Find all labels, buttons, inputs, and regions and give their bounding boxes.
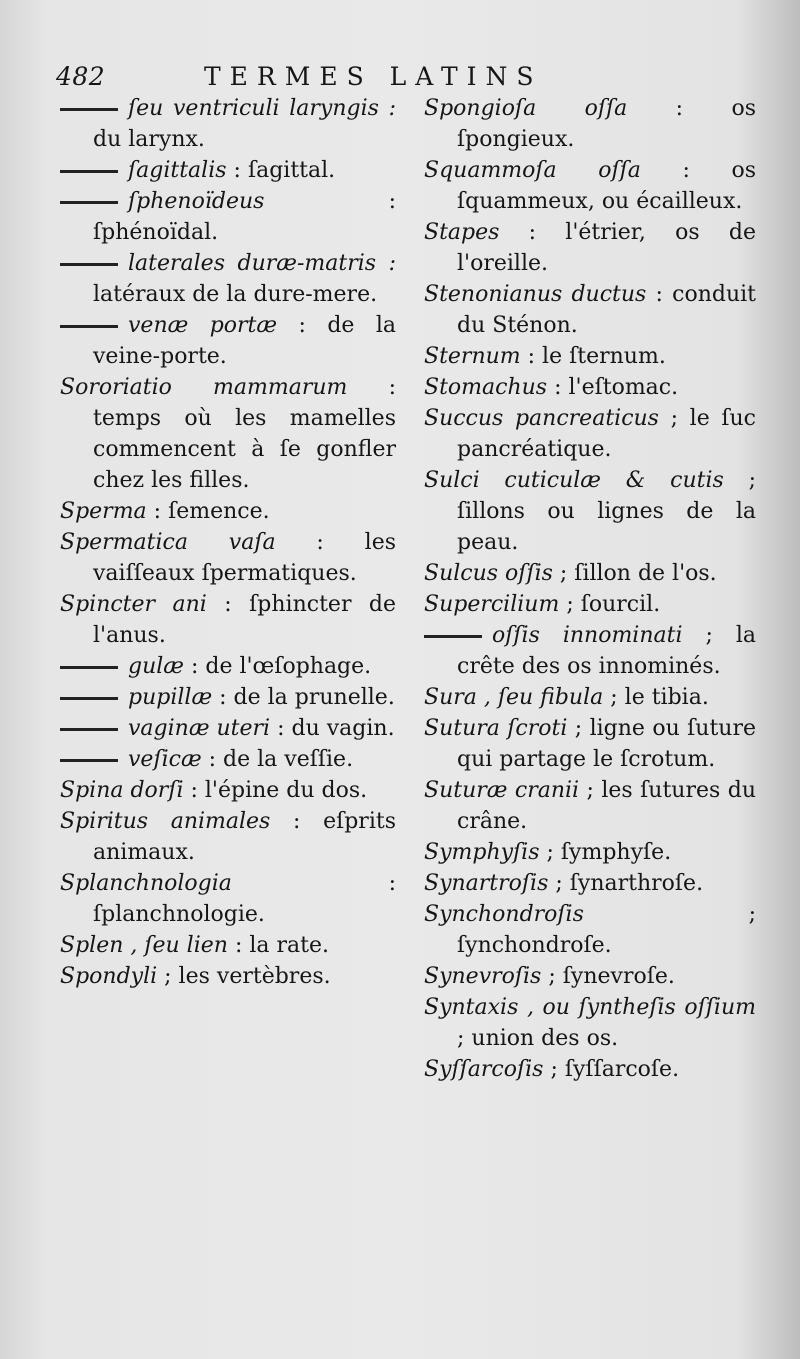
glossary-entry [60,248,396,310]
latin-term: Sutura ſcroti [424,716,568,741]
latin-term: vaginæ uteri [128,716,271,741]
french-definition: : de l'œſophage. [183,654,372,679]
french-definition: : de la veſſie. [201,747,354,772]
latin-term: Squammoſa oſſa [424,158,641,183]
latin-term: Spiritus animales [60,809,271,834]
french-definition: : ſagittal. [226,158,336,183]
glossary-entry [60,589,396,651]
latin-term: Spina dorſi [60,778,184,803]
latin-term: Spondyli [60,964,158,989]
latin-term: Symphyſis [424,840,540,865]
french-definition: ; les ſutures du crâne. [457,778,756,834]
glossary-entry [60,806,396,868]
latin-term: pupillæ [128,685,213,710]
glossary-entry [60,372,396,496]
french-definition: : du vagin. [270,716,395,741]
french-definition: : ſphénoïdal. [93,189,396,245]
latin-term: Splen , ſeu lien [60,933,228,958]
ditto-dash [60,263,118,266]
latin-term: Synartroſis [424,871,549,896]
glossary-entry [60,744,396,775]
glossary-entry [424,992,756,1054]
glossary-entry [424,775,756,837]
glossary-entry [424,868,756,899]
latin-term: Stenonianus ductus [424,282,647,307]
latin-term: Spermatica vaſa [60,530,276,555]
french-definition: : la rate. [227,933,329,958]
glossary-entry [60,775,396,806]
ditto-dash [60,666,118,669]
glossary-entry [60,155,396,186]
french-definition: : l'eſtomac. [547,375,679,400]
french-definition: : conduit du Sténon. [457,282,756,338]
ditto-dash [60,325,118,328]
latin-term: oſſis innominati [492,623,683,648]
glossary-entry [424,372,756,403]
glossary-entry [424,589,756,620]
ditto-dash [424,635,482,638]
french-definition: : les vaiſſeaux ſpermatiques. [93,530,396,586]
glossary-entry [60,713,396,744]
french-definition: ; ſourcil. [559,592,661,617]
latin-term: Synchondroſis [424,902,584,927]
page-number: 482 [56,62,106,91]
french-definition: : l'étrier, os de l'oreille. [457,220,756,276]
glossary-entry [60,868,396,930]
glossary-entry [424,558,756,589]
glossary-entry [424,961,756,992]
latin-term: laterales duræ-matris : [128,251,396,276]
french-definition: ; ſynarthroſe. [548,871,704,896]
french-definition: ; le tibia. [603,685,709,710]
glossary-entry [60,186,396,248]
ditto-dash [60,697,118,700]
ditto-dash [60,170,118,173]
french-definition: latéraux de la dure-mere. [93,282,378,307]
french-definition: du larynx. [93,127,205,152]
latin-term: Succus pancreaticus [424,406,659,431]
french-definition: : de la prunelle. [212,685,395,710]
glossary-entry [60,527,396,589]
glossary-entry [60,651,396,682]
latin-term: Syſſarcoſis [424,1057,544,1082]
latin-term: venæ portæ [128,313,278,338]
french-definition: ; union des os. [457,1026,619,1051]
french-definition: ; ligne ou ſuture qui partage le ſcrotum. [457,716,757,772]
ditto-dash [60,728,118,731]
french-definition: ; ſillon de l'os. [552,561,717,586]
ditto-dash [60,108,118,111]
running-title: TERMES LATINS [204,62,543,91]
latin-term: Sperma [60,499,147,524]
french-definition: ; ſynchondroſe. [457,902,756,958]
glossary-entry [60,961,396,992]
latin-term: Suturæ cranii [424,778,580,803]
glossary-entry [424,465,756,558]
french-definition: ; ſillons ou lignes de la peau. [457,468,756,555]
right-column [424,93,756,1085]
latin-term: Splanchnologia [60,871,232,896]
french-definition: : l'épine du dos. [183,778,368,803]
latin-term: Stapes [424,220,500,245]
page-header [56,62,616,96]
ditto-dash [60,201,118,204]
glossary-entry [424,713,756,775]
latin-term: Stomachus [424,375,548,400]
latin-term: Syntaxis , ou ſyntheſis oſſium [424,995,756,1020]
french-definition: : os ſpongieux. [457,96,756,152]
latin-term: Spincter ani [60,592,207,617]
left-column [60,93,396,992]
latin-term: ſagittalis [128,158,227,183]
latin-term: Synevroſis [424,964,542,989]
glossary-entry [424,279,756,341]
french-definition: ; ſynevroſe. [541,964,675,989]
glossary-entry [60,682,396,713]
french-definition: ; ſyſſarcoſe. [543,1057,680,1082]
french-definition: : eſprits animaux. [93,809,396,865]
french-definition: : le ſternum. [520,344,666,369]
glossary-entry [424,217,756,279]
latin-term: Sura , ſeu fibula [424,685,604,710]
latin-term: ſeu ventriculi laryngis : [128,96,396,121]
latin-term: gulæ [128,654,184,679]
glossary-entry [424,899,756,961]
ditto-dash [60,759,118,762]
latin-term: Sororiatio mammarum [60,375,348,400]
glossary-entry [424,403,756,465]
glossary-entry [60,496,396,527]
latin-term: ſphenoïdeus [128,189,265,214]
glossary-entry [424,155,756,217]
latin-term: Spongioſa oſſa [424,96,628,121]
glossary-entry [424,93,756,155]
glossary-entry [60,310,396,372]
french-definition: ; ſymphyſe. [539,840,672,865]
glossary-entry [424,1054,756,1085]
glossary-entry [424,341,756,372]
latin-term: Sternum [424,344,521,369]
french-definition: : os ſquammeux, ou écailleux. [457,158,756,214]
french-definition: ; les vertèbres. [157,964,331,989]
french-definition: : ſemence. [146,499,270,524]
glossary-entry [424,620,756,682]
french-definition: ; le ſuc pancréatique. [457,406,756,462]
latin-term: veſicæ [128,747,202,772]
french-definition: : de la veine-porte. [93,313,396,369]
glossary-entry [424,682,756,713]
latin-term: Sulci cuticulæ & cutis [424,468,724,493]
french-definition: : ſphincter de l'anus. [93,592,397,648]
glossary-entry [60,930,396,961]
french-definition: : ſplanchnologie. [93,871,396,927]
french-definition: ; la crête des os innominés. [457,623,756,679]
french-definition: : temps où les mamelles commencent à ſe gonfler chez les filles. [93,375,396,493]
latin-term: Supercilium [424,592,560,617]
glossary-entry [60,93,396,155]
latin-term: Sulcus oſſis [424,561,553,586]
glossary-entry [424,837,756,868]
